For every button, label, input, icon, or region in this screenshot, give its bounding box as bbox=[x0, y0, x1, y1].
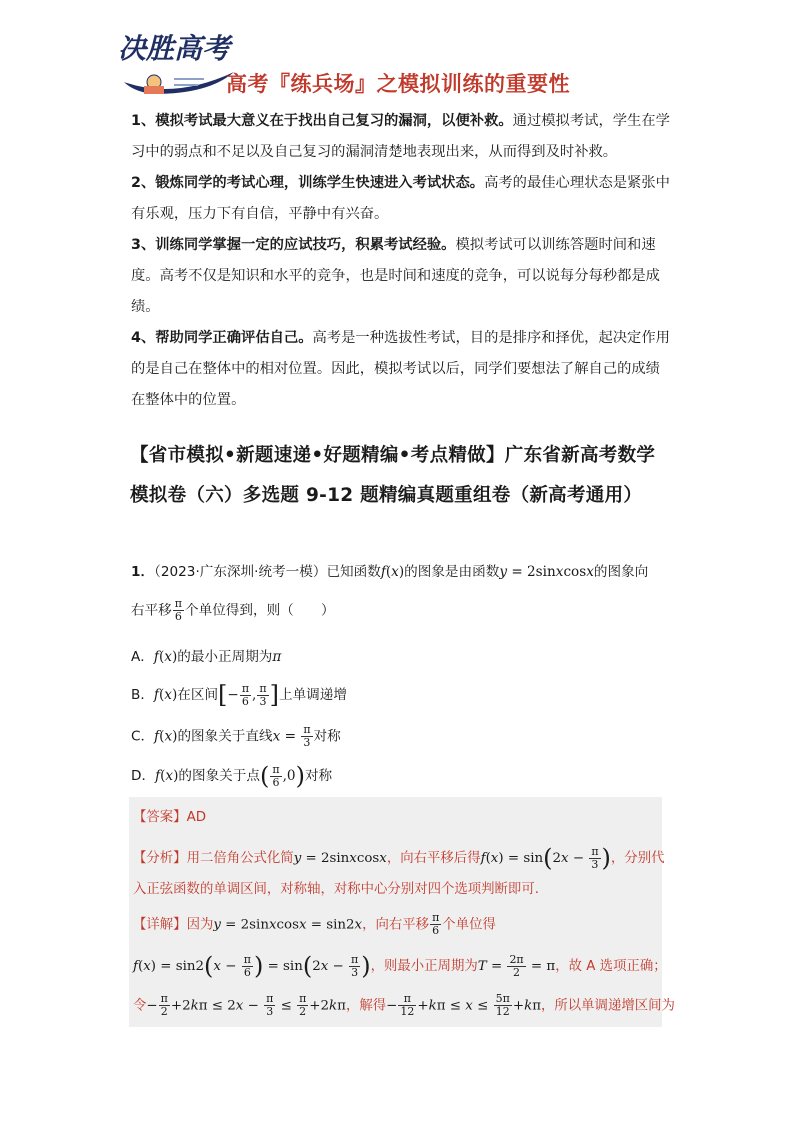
question-number: 1． bbox=[131, 564, 155, 580]
answer-value: AD bbox=[186, 810, 207, 825]
intro-point: 2、锻炼同学的考试心理，训练学生快速进入考试状态。高考的最佳心理状态是紧张中有乐观，压力下有自信，平静中有兴奋。 bbox=[131, 175, 670, 222]
svg-text:决胜高考: 决胜高考 bbox=[118, 32, 231, 65]
detail-line-1: 【详解】因为y = 2sinxcosx = sin2x，向右平移 $\frac{\pi}{6}$ 个单位得 bbox=[133, 911, 496, 937]
analysis-line-1: 【分析】用二倍角公式化简y = 2sinxcosx，向右平移后得f(x) = sin(2x − $\frac{\pi}{3}$ )，分别代 bbox=[133, 844, 665, 872]
detail-line-2: f(x) = sin2(x − $\frac{\pi}{6}$ ) = sin(2x − $\frac{\pi}{3}$ )，则最小正周期为T = $\frac{2\pi}{2}$ = π，故 A 选项正确； bbox=[133, 952, 667, 980]
intro-point: 3、训练同学掌握一定的应试技巧，积累考试经验。模拟考试可以训练答题时间和速度。高考不仅是知识和水平的竞争，也是时间和速度的竞争，可以说每分每秒都是成绩。 bbox=[131, 237, 660, 315]
option-c: C．f(x)的图象关于直线x = $\frac{\pi}{3}$ 对称 bbox=[131, 723, 341, 749]
detail-line-3: 令− $\frac{\pi}{2}$ +2kπ ≤ 2x − $\frac{\pi}{3}$ ≤ $\frac{\pi}{2}$ +2kπ，解得− $\frac{\pi}{12}$ +kπ ≤ x ≤ $\frac{5\pi}{12}$ +kπ，所以单调递增区间为 bbox=[133, 992, 675, 1018]
logo-image bbox=[114, 22, 244, 104]
intro-point: 1、模拟考试最大意义在于找出自己复习的漏洞，以便补救。通过模拟考试，学生在学习中的弱点和不足以及自己复习的漏洞清楚地表现出来，从而得到及时补救。 bbox=[131, 113, 670, 160]
section-title: 【省市模拟•新题速递•好题精编•考点精做】广东省新高考数学模拟卷（六）多选题 9-12 题精编真题重组卷（新高考通用） bbox=[130, 445, 656, 506]
question-stem-line-2: 右平移 $\frac{\pi}{6}$ 个单位得到，则（ ） bbox=[131, 597, 335, 623]
option-d: D．f(x)的图象关于点( $\frac{\pi}{6}$ ,0)对称 bbox=[131, 762, 333, 790]
intro-point: 4、帮助同学正确评估自己。高考是一种选拔性考试，目的是排序和择优，起决定作用的是自己在整体中的相对位置。因此，模拟考试以后，同学们要想法了解自己的成绩在整体中的位置。 bbox=[131, 330, 670, 408]
question-stem-line-1: 1．（2023·广东深圳·统考一模）已知函数f(x)的图象是由函数y = 2sinxcosx的图象向 bbox=[131, 564, 649, 580]
intro-list bbox=[131, 106, 671, 416]
header-title: 高考『练兵场』之模拟训练的重要性 bbox=[226, 72, 570, 96]
option-b: B．f(x)在区间[− $\frac{\pi}{6}$ , $\frac{\pi}{3}$ ]上单调递增 bbox=[131, 681, 347, 709]
question-source: （2023·广东深圳·统考一模） bbox=[154, 564, 327, 580]
option-a: A．f(x)的最小正周期为π bbox=[131, 649, 282, 665]
answer-line: 【答案】AD bbox=[133, 810, 207, 825]
analysis-line-2: 入正弦函数的单调区间，对称轴，对称中心分别对四个选项判断即可. bbox=[133, 882, 539, 897]
